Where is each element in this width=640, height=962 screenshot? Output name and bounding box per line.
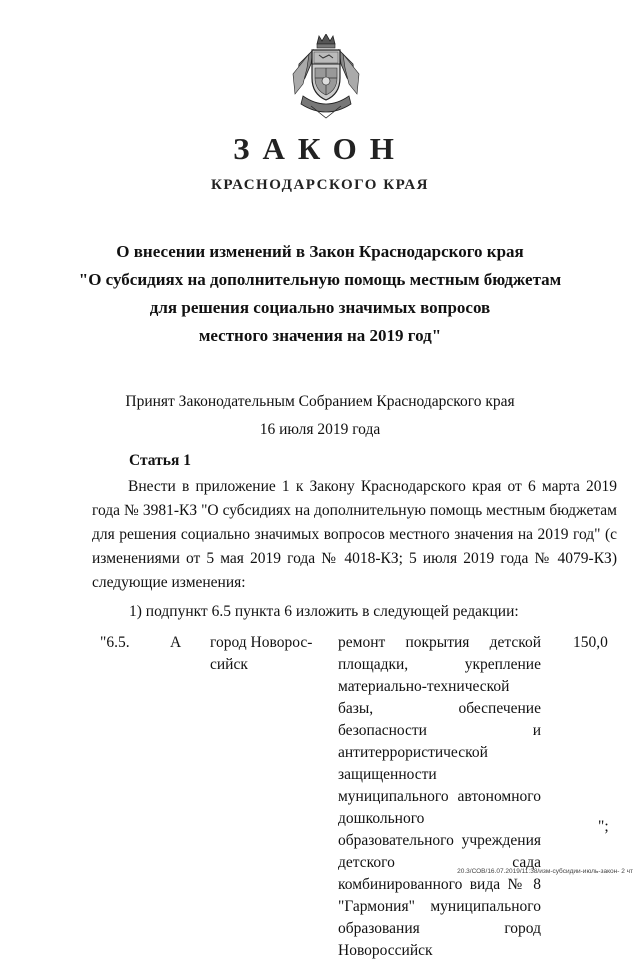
- adoption-body: Принят Законодательным Собранием Краснодарского края: [125, 393, 515, 410]
- article-heading: Статья 1: [129, 452, 191, 469]
- law-title-line: "О субсидиях на дополнительную помощь местным бюджетам: [78, 270, 562, 289]
- law-title-line: местного значения на 2019 год": [198, 326, 442, 345]
- row-description: ремонт покрытия детской площадки, укрепление материально-технической базы, обеспечение безопасности и антитеррористической защищенности муниципального автономного дошкольного образовательного учреждения детского сада комбинированного вида № 8 "Гармония" муниципального образования город Новороссийск: [338, 634, 541, 959]
- row-group: А: [170, 634, 182, 651]
- law-title-line: для решения социально значимых вопросов: [149, 298, 491, 317]
- row-municipality: город Новорос-сийск: [210, 634, 313, 673]
- document-type-heading: ЗАКОН: [233, 131, 407, 166]
- region-heading: КРАСНОДАРСКОГО КРАЯ: [211, 177, 429, 193]
- coat-of-arms-emblem: [291, 34, 361, 120]
- document-footer-code: 20.3/СОВ/16.07.2019/11:38/изм-субсидии-июль-закон- 2 чт: [457, 868, 633, 875]
- closing-quote: ";: [598, 818, 609, 835]
- adoption-note: [60, 388, 580, 444]
- adoption-date: 16 июля 2019 года: [259, 421, 381, 438]
- row-number: "6.5.: [100, 634, 130, 651]
- law-title: [60, 238, 580, 350]
- row-amount: 150,0: [573, 634, 608, 651]
- law-title-line: О внесении изменений в Закон Краснодарского края: [116, 242, 524, 261]
- article-paragraph: Внести в приложение 1 к Закону Краснодарского края от 6 марта 2019 года № 3981-КЗ "О субсидиях на дополнительную помощь местным бюджетам для решения социально значимых вопросов местного значения на 2019 год" (с изменениями от 5 мая 2019 года № 4018-КЗ; 5 июля 2019 года № 4079-КЗ) следующие изменения:: [92, 478, 617, 591]
- subpoint-text: 1) подпункт 6.5 пункта 6 изложить в следующей редакции:: [129, 603, 519, 620]
